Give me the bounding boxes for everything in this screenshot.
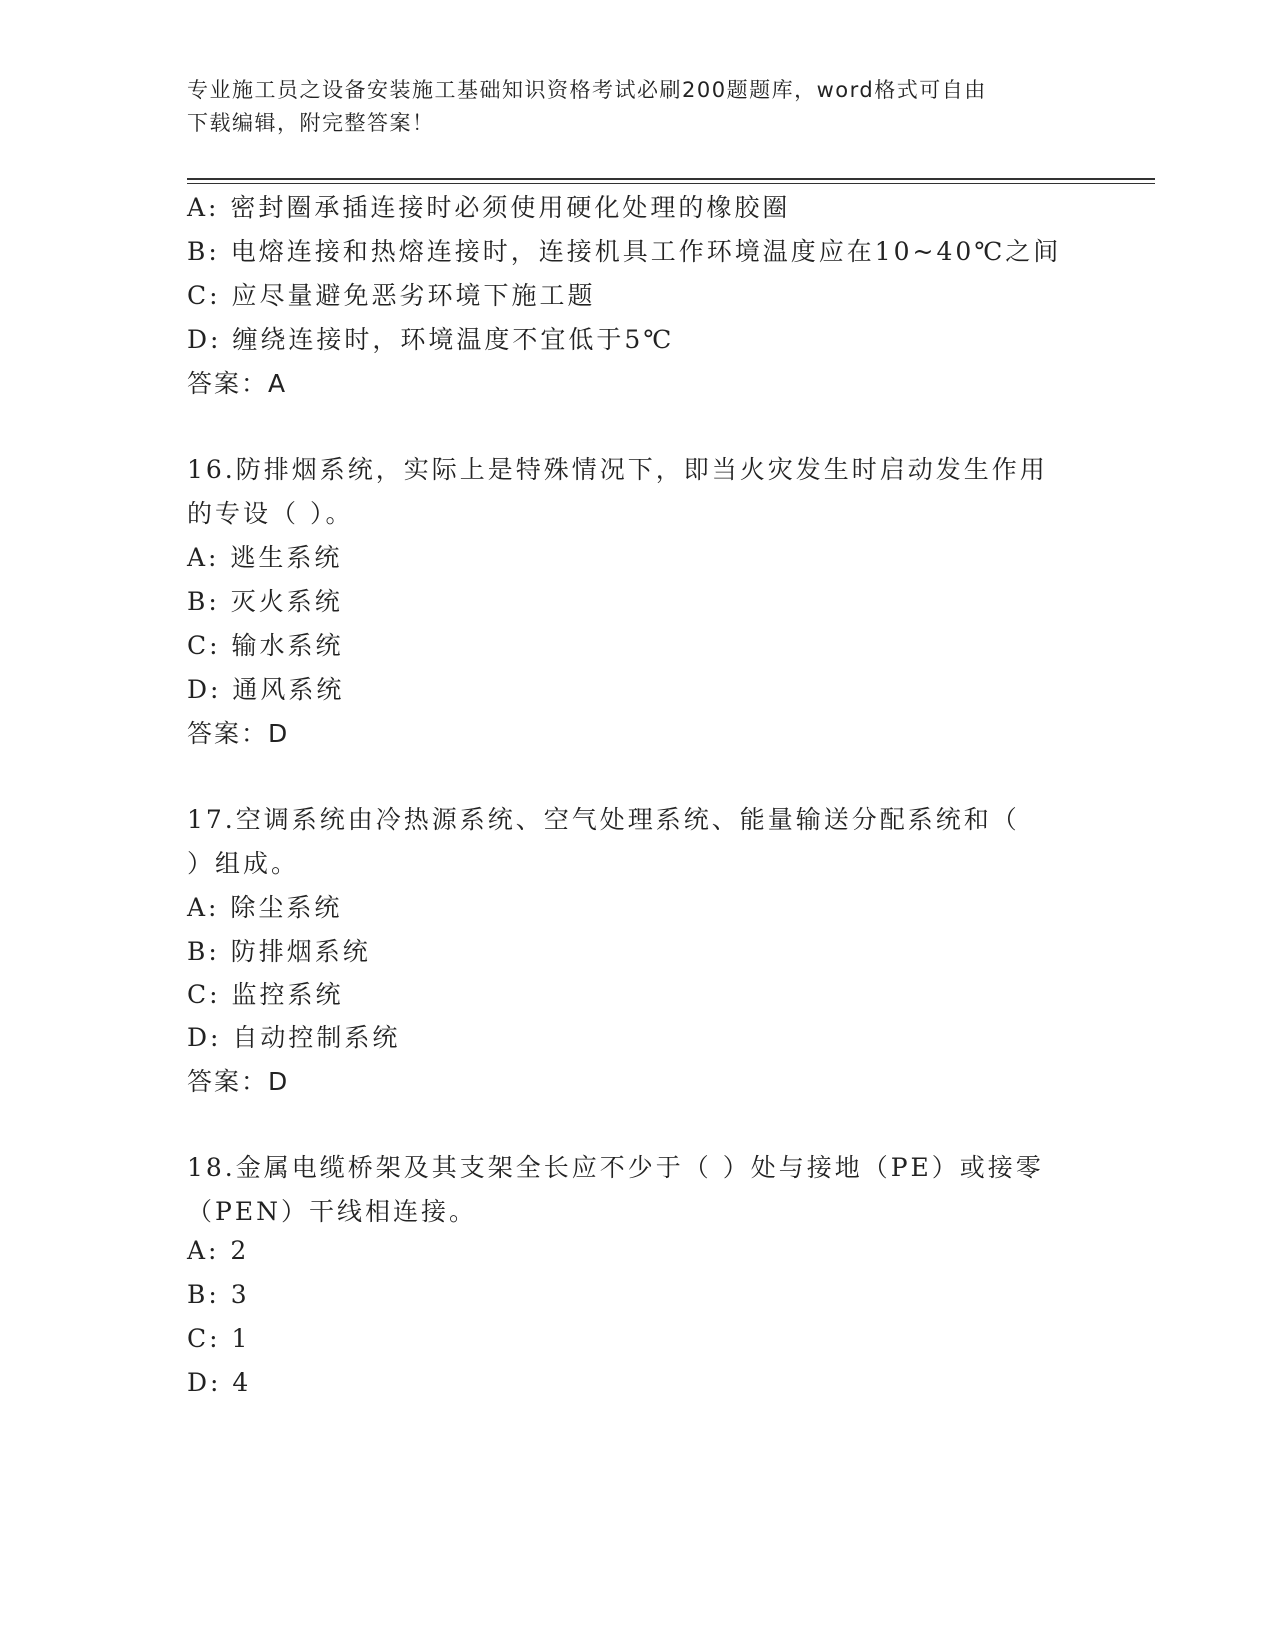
- header-line-1: 专业施工员之设备安装施工基础知识资格考试必刷200题题库，word格式可自由: [187, 78, 987, 102]
- q16-answer: 答案：D: [187, 719, 290, 748]
- q15-answer: 答案：A: [187, 369, 288, 398]
- q16-option-c: C: 输水系统: [187, 631, 344, 660]
- q16-stem-line-2: 的专设（ ）。: [187, 499, 354, 528]
- q17-option-c: C: 监控系统: [187, 980, 344, 1009]
- q17-stem-line-1: 17.空调系统由冷热源系统、空气处理系统、能量输送分配系统和（: [187, 805, 1020, 834]
- header-divider-thick: [187, 178, 1155, 180]
- q18-stem-line-2: （PEN）干线相连接。: [187, 1197, 477, 1226]
- q16-option-b: B: 灭火系统: [187, 587, 343, 616]
- q17-stem-line-2: ）组成。: [187, 849, 300, 878]
- q17-option-a: A: 除尘系统: [187, 893, 343, 922]
- q18-option-b: B: 3: [187, 1280, 250, 1309]
- header-line-2: 下载编辑，附完整答案！: [187, 111, 435, 135]
- q18-stem-line-1: 18.金属电缆桥架及其支架全长应不少于（ ）处与接地（PE）或接零: [187, 1153, 1044, 1182]
- q16-option-d: D: 通风系统: [187, 675, 345, 704]
- document-header: [187, 74, 1067, 140]
- q15-option-b: B: 电熔连接和热熔连接时，连接机具工作环境温度应在10~40℃之间: [187, 237, 1062, 266]
- q16-stem-line-1: 16.防排烟系统，实际上是特殊情况下，即当火灾发生时启动发生作用: [187, 455, 1048, 484]
- header-divider-thin: [187, 183, 1155, 184]
- q17-option-d: D: 自动控制系统: [187, 1023, 401, 1052]
- q15-option-a: A: 密封圈承插连接时必须使用硬化处理的橡胶圈: [187, 193, 791, 222]
- q18-option-a: A: 2: [187, 1236, 250, 1265]
- q15-option-d: D: 缠绕连接时，环境温度不宜低于5℃: [187, 325, 675, 354]
- q18-option-c: C: 1: [187, 1324, 251, 1353]
- q16-option-a: A: 逃生系统: [187, 543, 343, 572]
- q18-option-d: D: 4: [187, 1368, 252, 1397]
- q17-answer: 答案：D: [187, 1067, 290, 1096]
- q17-option-b: B: 防排烟系统: [187, 937, 371, 966]
- q15-option-c: C: 应尽量避免恶劣环境下施工题: [187, 281, 596, 310]
